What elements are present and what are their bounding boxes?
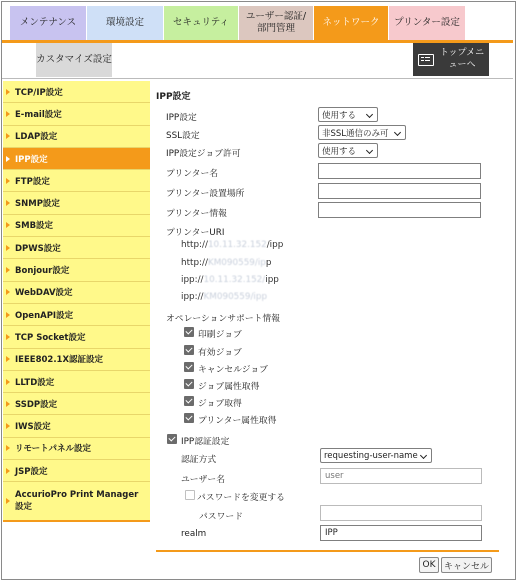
realm-label: realm	[181, 529, 207, 539]
ipp-auth-checkbox[interactable]	[167, 434, 177, 444]
tab-user-auth[interactable]: ユーザー認証/部門管理	[239, 6, 313, 40]
printer-info-label: プリンター情報	[166, 209, 227, 219]
top-menu-button[interactable]: トップメニューへ	[413, 43, 489, 76]
chevron-down-icon	[366, 111, 373, 118]
job-permission-select[interactable]: 使用する	[318, 143, 378, 158]
printer-attr-label: プリンター属性取得	[198, 416, 277, 426]
sidebar-item-ieee8021x[interactable]: IEEE802.1X認証設定	[3, 349, 150, 371]
cancel-job-label: キャンセルジョブ	[198, 365, 268, 375]
sidebar-item-webdav[interactable]: WebDAV設定	[3, 282, 150, 304]
sidebar-item-dpws[interactable]: DPWS設定	[3, 237, 150, 259]
ok-button[interactable]: OK	[419, 557, 439, 573]
ipp-setting-select[interactable]: 使用する	[318, 107, 378, 122]
print-job-label: 印刷ジョブ	[198, 330, 242, 340]
tab-environment[interactable]: 環境設定	[87, 6, 163, 40]
sidebar	[3, 81, 150, 521]
ipp-auth-label: IPP認証設定	[181, 437, 230, 447]
printer-name-label: プリンター名	[166, 169, 219, 179]
ipp-setting-label: IPP設定	[166, 113, 197, 123]
top-menu-icon	[418, 54, 434, 66]
sidebar-item-ftp[interactable]: FTP設定	[3, 170, 150, 192]
chevron-down-icon	[420, 452, 427, 459]
tab-security[interactable]: セキュリティ	[164, 6, 238, 40]
cancel-job-checkbox[interactable]	[184, 362, 194, 372]
sidebar-item-remote-panel[interactable]: リモートパネル設定	[3, 438, 150, 460]
sidebar-item-openapi[interactable]: OpenAPI設定	[3, 304, 150, 326]
sidebar-item-ssdp[interactable]: SSDP設定	[3, 393, 150, 415]
valid-job-label: 有効ジョブ	[198, 348, 242, 358]
tab-customize[interactable]: カスタマイズ設定	[36, 43, 112, 77]
chevron-down-icon	[394, 129, 401, 136]
get-job-checkbox[interactable]	[184, 396, 194, 406]
auth-method-select[interactable]: requesting-user-name	[320, 448, 432, 463]
printer-location-input[interactable]	[318, 183, 481, 199]
sidebar-item-accuriopro[interactable]: AccurioPro Print Manager設定	[3, 482, 150, 521]
sidebar-item-smb[interactable]: SMB設定	[3, 215, 150, 237]
page-title: IPP設定	[156, 92, 191, 102]
sidebar-item-email[interactable]: E-mail設定	[3, 103, 150, 125]
sidebar-item-tcpip[interactable]: TCP/IP設定	[3, 81, 150, 103]
realm-input[interactable]: IPP	[320, 525, 482, 541]
menu-divider	[2, 78, 513, 79]
printer-uri-3: ipp://10.11.32.152/ipp	[181, 275, 279, 285]
printer-name-input[interactable]	[318, 163, 481, 179]
password-input[interactable]	[320, 505, 482, 521]
printer-location-label: プリンター設置場所	[166, 189, 245, 199]
job-attr-checkbox[interactable]	[184, 379, 194, 389]
printer-uri-label: プリンターURI	[166, 228, 225, 238]
sidebar-item-snmp[interactable]: SNMP設定	[3, 192, 150, 214]
print-job-checkbox[interactable]	[184, 327, 194, 337]
printer-uri-1: http://10.11.32.152/ipp	[181, 240, 284, 250]
printer-uri-4: ipp://KM090559/ipp	[181, 292, 268, 302]
ssl-setting-select[interactable]: 非SSL通信のみ可	[318, 125, 406, 140]
password-label: パスワード	[199, 512, 243, 522]
username-label: ユーザー名	[181, 475, 225, 485]
form-bottom-line	[156, 550, 499, 552]
sidebar-item-tcp-socket[interactable]: TCP Socket設定	[3, 326, 150, 348]
job-attr-label: ジョブ属性取得	[198, 382, 260, 392]
chevron-down-icon	[366, 147, 373, 154]
sidebar-item-lltd[interactable]: LLTD設定	[3, 371, 150, 393]
sidebar-item-ldap[interactable]: LDAP設定	[3, 126, 150, 148]
tab-printer[interactable]: プリンター設定	[389, 6, 465, 40]
printer-info-input[interactable]	[318, 202, 481, 218]
change-password-label: パスワードを変更する	[197, 493, 285, 503]
valid-job-checkbox[interactable]	[184, 345, 194, 355]
sidebar-item-iws[interactable]: IWS設定	[3, 415, 150, 437]
printer-uri-2: http://KM090559/ipp	[181, 258, 272, 268]
printer-attr-checkbox[interactable]	[184, 413, 194, 423]
operation-support-label: オペレーションサポート情報	[166, 314, 281, 324]
username-input[interactable]: user	[320, 468, 482, 484]
sidebar-item-ipp[interactable]: IPP設定	[3, 148, 150, 170]
tab-maintenance[interactable]: メンテナンス	[10, 6, 86, 40]
change-password-checkbox[interactable]	[185, 490, 195, 500]
sidebar-item-bonjour[interactable]: Bonjour設定	[3, 259, 150, 281]
sidebar-bottom-line	[3, 520, 150, 522]
ssl-setting-label: SSL設定	[166, 131, 200, 141]
sidebar-item-jsp[interactable]: JSP設定	[3, 460, 150, 482]
tab-network[interactable]: ネットワーク	[314, 6, 388, 40]
auth-method-label: 認証方式	[181, 455, 217, 465]
cancel-button[interactable]: キャンセル	[441, 557, 492, 573]
get-job-label: ジョブ取得	[198, 399, 242, 409]
job-permission-label: IPP設定ジョブ許可	[166, 149, 241, 159]
